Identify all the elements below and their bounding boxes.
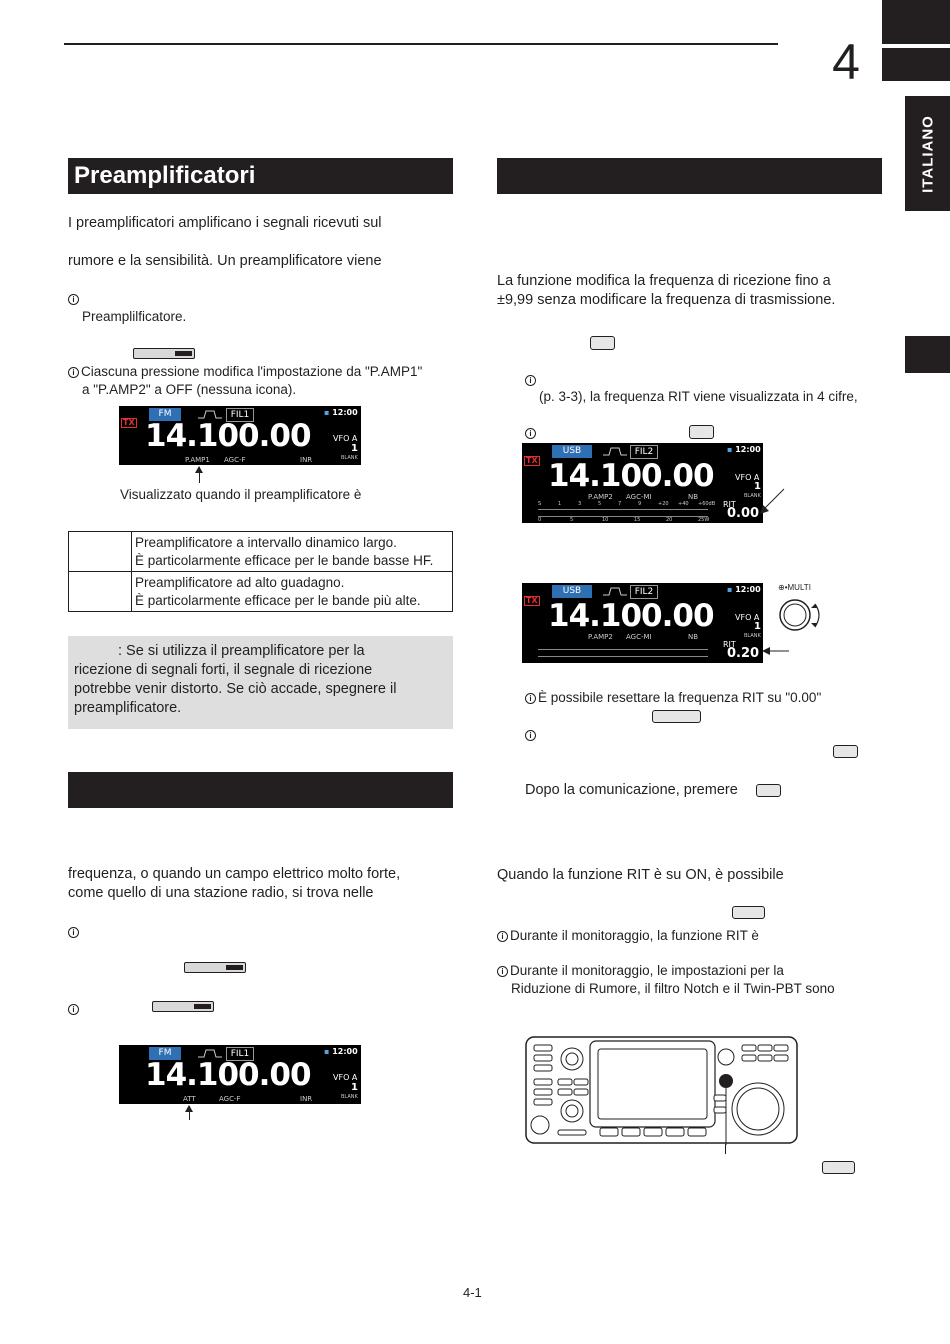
rit-value: 0.20	[727, 646, 760, 661]
chapter-number: 4	[832, 34, 860, 90]
meter-tick-label: +20	[658, 501, 669, 507]
lcd-display-att	[119, 1045, 361, 1104]
info-icon: i	[525, 730, 536, 741]
info-note	[525, 371, 538, 389]
info-note	[525, 424, 538, 442]
info-icon: i	[68, 927, 79, 938]
clock: ▪ 12:00	[324, 1047, 358, 1056]
po-meter-scale	[538, 656, 708, 657]
note-text: preamplificatore.	[74, 700, 182, 716]
agc-indicator: AGC-MI	[626, 633, 652, 641]
vfo-label: VFO A	[333, 434, 358, 443]
pointer-arrow	[758, 486, 788, 516]
nb-indicator: NB	[688, 633, 699, 641]
inr-indicator: INR	[300, 1095, 313, 1103]
clear-key[interactable]	[652, 710, 701, 723]
meter-tick-label: 15	[634, 517, 641, 523]
language-tab: ITALIANO	[905, 96, 950, 211]
info-note: i Durante il monitoraggio, la funzione RIT è	[497, 927, 759, 945]
frequency-readout: 14.100.00	[548, 598, 714, 634]
nb-indicator: NB	[688, 493, 699, 501]
vfo-label: VFO A	[333, 1073, 358, 1082]
vfo-label: VFO A	[735, 613, 760, 622]
paragraph: frequenza, o quando un campo elettrico molto forte,	[68, 866, 401, 882]
preamp-indicator: P.AMP1	[185, 456, 210, 464]
paragraph: rumore e la sensibilità. Un preamplificatore viene	[68, 253, 382, 269]
info-icon: i	[68, 367, 79, 378]
meter-tick-label: 1	[558, 501, 562, 507]
note-text: : Se si utilizza il preamplificatore per la	[118, 643, 365, 659]
clock: ▪ 12:00	[727, 445, 761, 454]
lcd-display-rit-shifted	[522, 583, 763, 663]
vfo-number: 1	[754, 621, 761, 632]
meter-tick-label: 0	[538, 517, 542, 523]
mode-badge: USB	[552, 445, 592, 458]
info-note	[68, 290, 81, 308]
rit-value: 0.00	[727, 506, 760, 521]
info-icon: i	[68, 294, 79, 305]
paragraph: come quello di una stazione radio, si trova nelle	[68, 885, 374, 901]
display-caption: Visualizzato quando il preamplificatore è	[120, 487, 362, 502]
filter-badge: FIL1	[226, 1047, 254, 1061]
info-icon: i	[525, 375, 536, 386]
mode-badge: FM	[149, 1047, 181, 1060]
info-note: i Ciascuna pressione modifica l'impostazione da "P.AMP1"	[68, 363, 422, 381]
note-text: potrebbe venir distorto. Se ciò accade, spegnere il	[74, 681, 397, 697]
vfo-label: VFO A	[735, 473, 760, 482]
att-key[interactable]	[152, 1001, 214, 1012]
p-amp-key[interactable]	[133, 348, 195, 359]
blank-label: BLANK	[341, 455, 358, 461]
clock: ▪ 12:00	[727, 585, 761, 594]
filter-badge: FIL2	[630, 445, 658, 459]
thumb-tab	[882, 0, 950, 44]
meter-tick-label: 20	[666, 517, 673, 523]
meter-tick-label: +60dB	[698, 501, 716, 507]
meter-tick-label: 3	[578, 501, 582, 507]
mode-badge: FM	[149, 408, 181, 421]
pointer-arrow	[199, 467, 200, 483]
thumb-tab	[882, 48, 950, 81]
info-note	[525, 726, 538, 744]
caution-note	[68, 636, 453, 729]
rit-label: RIT	[723, 500, 736, 509]
vfo-number: 1	[754, 481, 761, 492]
section-title-attenuator	[68, 772, 453, 808]
meter-tick-label: 7	[618, 501, 622, 507]
lcd-display-preamp	[119, 406, 361, 465]
rit-key[interactable]	[590, 336, 615, 350]
multi-knob-icon[interactable]	[775, 594, 827, 636]
pointer-line	[725, 1144, 726, 1154]
info-icon: i	[497, 966, 508, 977]
info-note-cont: Riduzione di Rumore, il filtro Notch e il Twin-PBT sono	[511, 981, 835, 996]
paragraph: I preamplificatori amplificano i segnali ricevuti sul	[68, 215, 382, 231]
preamp-table	[68, 531, 453, 612]
info-note: i È possibile resettare la frequenza RIT su "0.00"	[525, 689, 821, 707]
info-note	[68, 923, 81, 941]
xfc-key[interactable]	[732, 906, 765, 919]
vfo-number: 1	[351, 443, 358, 454]
rit-key[interactable]	[833, 745, 858, 758]
tx-indicator: TX	[526, 596, 538, 605]
info-icon: i	[525, 693, 536, 704]
frequency-readout: 14.100.00	[145, 1057, 311, 1093]
step-sub: Preamplilficatore.	[82, 309, 187, 324]
att-key[interactable]	[184, 962, 246, 973]
note-text: ricezione di segnali forti, il segnale di ricezione	[74, 662, 373, 678]
s-meter-scale	[538, 509, 708, 510]
filter-shape-icon	[602, 585, 628, 597]
tx-indicator: TX	[123, 418, 135, 427]
pointer-arrow	[189, 1106, 190, 1120]
meter-tick-label: 10	[602, 517, 609, 523]
agc-indicator: AGC-F	[224, 456, 246, 464]
inr-indicator: INR	[300, 456, 313, 464]
preamp-indicator: P.AMP2	[588, 493, 613, 501]
blank-label: BLANK	[341, 1094, 358, 1100]
agc-indicator: AGC-F	[219, 1095, 241, 1103]
header-rule	[64, 43, 778, 45]
info-note	[68, 1000, 81, 1018]
s-meter-scale	[538, 649, 708, 650]
xfc-key[interactable]	[822, 1161, 855, 1174]
filter-shape-icon	[602, 445, 628, 457]
paragraph: ±9,99 senza modificare la frequenza di trasmissione.	[497, 292, 836, 308]
frequency-readout: 14.100.00	[145, 418, 311, 454]
blank-label: BLANK	[744, 633, 761, 639]
function-key[interactable]	[689, 425, 714, 439]
paragraph: Dopo la comunicazione, premere	[525, 782, 738, 798]
table-cell-desc: Preamplificatore ad alto guadagno. È particolarmente efficace per le bande più alte.	[132, 572, 453, 612]
table-row	[69, 532, 453, 572]
info-icon: i	[525, 428, 536, 439]
meter-tick-label: 9	[638, 501, 642, 507]
po-meter-scale	[538, 516, 708, 517]
info-note: i Durante il monitoraggio, le impostazioni per la	[497, 962, 784, 980]
table-row	[69, 572, 453, 612]
meter-tick-label: 5	[598, 501, 602, 507]
info-icon: i	[68, 1004, 79, 1015]
section-title-preamps: Preamplificatori	[68, 158, 453, 194]
meter-tick-label: 25W	[698, 517, 710, 523]
transceiver-front-panel	[524, 1035, 800, 1147]
table-cell-label	[69, 532, 132, 572]
paragraph: La funzione modifica la frequenza di ricezione fino a	[497, 273, 831, 289]
rit-key[interactable]	[756, 784, 781, 797]
frequency-readout: 14.100.00	[548, 458, 714, 494]
filter-badge: FIL1	[226, 408, 254, 422]
multi-knob-label: ⊕•MULTI	[778, 583, 811, 592]
info-icon: i	[497, 931, 508, 942]
meter-tick-label: S	[538, 501, 542, 507]
vfo-number: 1	[351, 1082, 358, 1093]
blank-label: BLANK	[744, 493, 761, 499]
meter-tick-label: 5	[570, 517, 574, 523]
page-number: 4-1	[463, 1285, 482, 1300]
preamp-indicator: P.AMP2	[588, 633, 613, 641]
meter-tick-label: +40	[678, 501, 689, 507]
paragraph: Quando la funzione RIT è su ON, è possibile	[497, 867, 784, 883]
att-indicator: ATT	[183, 1095, 196, 1103]
table-cell-label	[69, 572, 132, 612]
section-title-rit	[497, 158, 882, 194]
lcd-display-rit	[522, 443, 763, 523]
filter-badge: FIL2	[630, 585, 658, 599]
clock: ▪ 12:00	[324, 408, 358, 417]
tx-indicator: TX	[526, 456, 538, 465]
pointer-arrow	[762, 645, 790, 657]
rit-label: RIT	[723, 640, 736, 649]
thumb-tab	[905, 336, 950, 373]
info-note-text: (p. 3-3), la frequenza RIT viene visualizzata in 4 cifre,	[539, 389, 858, 404]
mode-badge: USB	[552, 585, 592, 598]
agc-indicator: AGC-MI	[626, 493, 652, 501]
info-note-cont: a "P.AMP2" a OFF (nessuna icona).	[82, 382, 297, 397]
table-cell-desc: Preamplificatore a intervallo dinamico largo. È particolarmente efficace per le bande basse HF.	[132, 532, 453, 572]
